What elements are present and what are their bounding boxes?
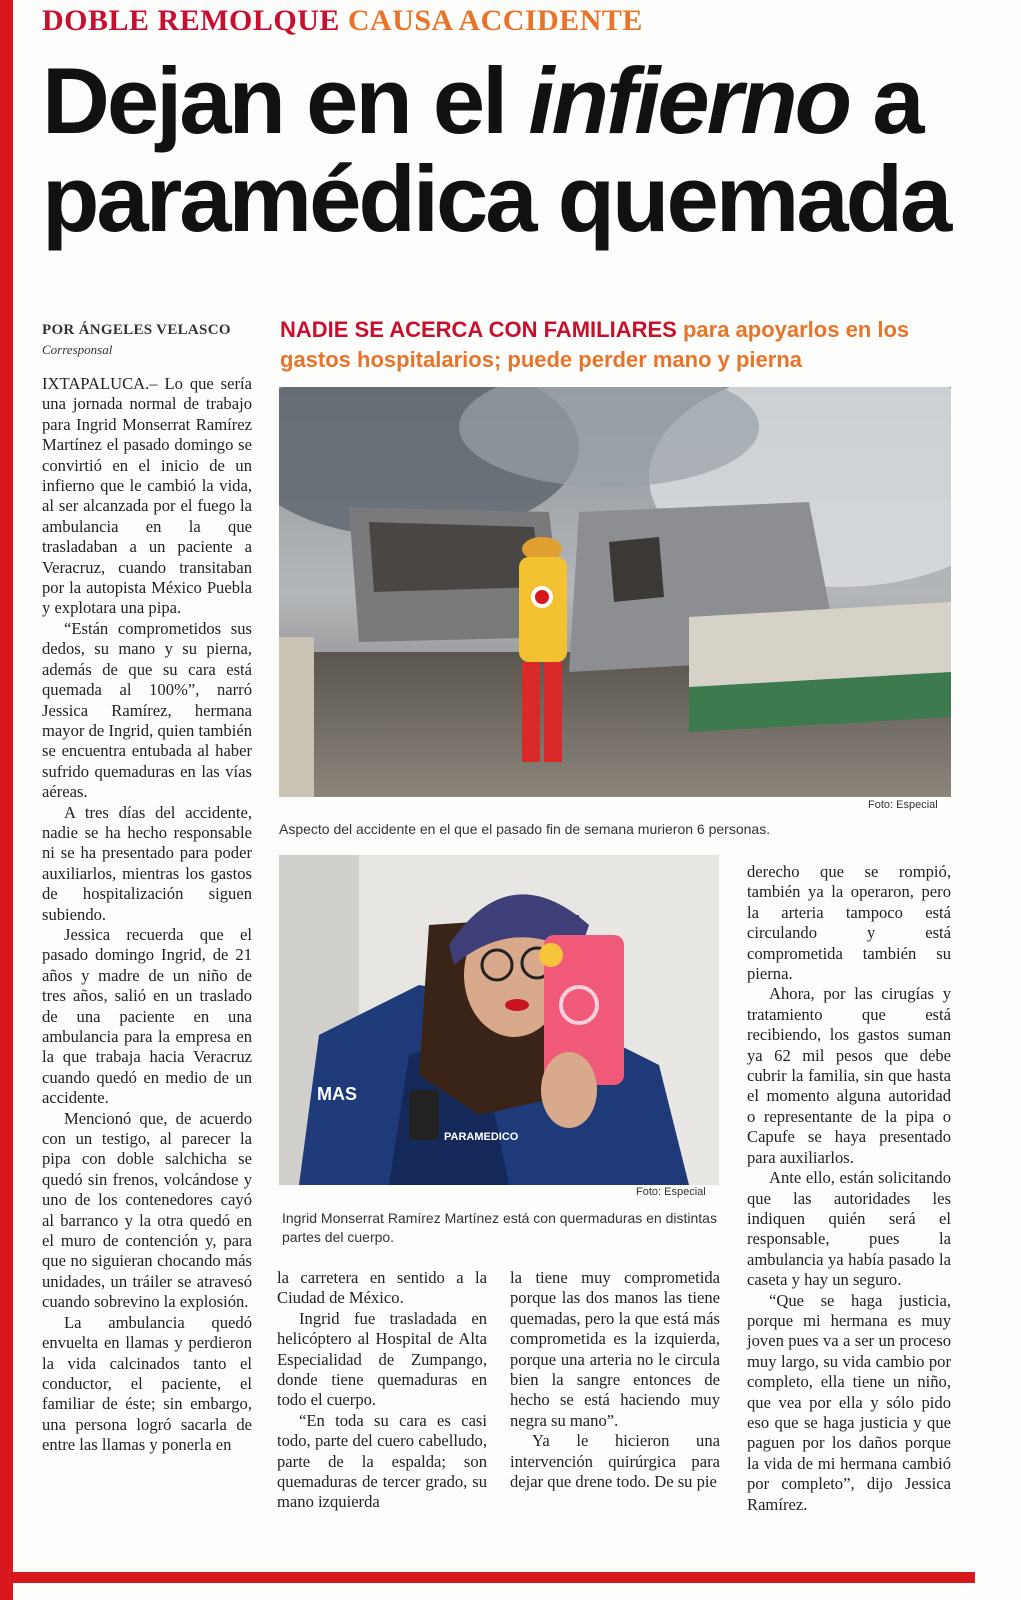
paragraph: derecho que se rompió, también ya la operaron, pero la arteria tampoco está circulando y está comprometida también su pierna. (747, 862, 951, 984)
paragraph: “Están comprometidos sus dedos, su mano y su pierna, además de que su cara está quemada al 100%”, narró Jessica Ramírez, hermana mayor de Ingrid, quien también se encuentra entubada al haber sufrido quemaduras en las vías aéreas. (42, 618, 252, 802)
paragraph: la tiene muy comprometida porque las dos manos las tiene quemadas, pero la que está más comprometida es la izquierda, porque una arteria no le circula bien la sangre entonces de hecho se está haciendo muy negra su mano”. (510, 1268, 720, 1430)
photo1-caption: Aspecto del accidente en el que el pasado fin de semana murieron 6 personas. (279, 821, 771, 837)
accident-photo (279, 387, 951, 797)
headline-line2: paramédica quemada (42, 146, 950, 251)
photo2-credit: Foto: Especial (636, 1186, 706, 1198)
paragraph: Ante ello, están solicitando que las autoridades les indiquen quién será el responsable, pues la ambulancia ya había pasado la caseta y hay un seguro. (747, 1168, 951, 1290)
paragraph: La ambulancia quedó envuelta en llamas y perdieron la vida calcinados tanto el conductor, el paciente, el familiar de éste; sin embargo, una persona logró sacarla de entre las llamas y ponerla en (42, 1312, 252, 1455)
byline-role: Corresponsal (42, 342, 113, 357)
headline-italic-word: infierno (528, 48, 850, 153)
kicker-part-2: CAUSA ACCIDENTE (347, 4, 643, 37)
paragraph: Ya le hicieron una intervención quirúrgica para dejar que drene todo. De su pie (510, 1431, 720, 1492)
body-column-4 (747, 862, 951, 1515)
jacket-text-2: PARAMEDICO (444, 1131, 519, 1143)
left-accent-bar (0, 0, 13, 1600)
headline-line1-pre: Dejan en el (42, 48, 529, 153)
paramedic-photo-illustration (279, 855, 719, 1185)
body-column-1 (42, 374, 252, 1456)
deck-highlight: NADIE SE ACERCA CON FAMILIARES (280, 317, 677, 342)
paragraph: “Que se haga justicia, porque mi hermana es muy joven pues va a ser un proceso muy largo, su vida cambio por completo, ella tiene un niño, que vea por ella y sólo pido eso que se haga justicia y que paguen por los daños porque la vida de mi hermana cambió por completo”, dijo Jessica Ramírez. (747, 1290, 951, 1514)
headline-line1-post: a (849, 48, 922, 153)
paragraph: “En toda su cara es casi todo, parte del cuero cabelludo, parte de la espalda; son quemaduras de tercer grado, su mano izquierda (277, 1410, 487, 1512)
paragraph: IXTAPALUCA.– Lo que sería una jornada normal de trabajo para Ingrid Monserrat Ramírez Martínez el pasado domingo se convirtió en el inicio de un infierno que le cambió la vida, al ser alcanzada por el fuego la ambulancia en la que trasladaban a un paciente a Veracruz, cuando transitaban por la autopista México Puebla y explotara una pipa. (42, 374, 252, 618)
kicker-part-1: DOBLE REMOLQUE (42, 4, 340, 37)
body-column-2 (277, 1268, 487, 1513)
accident-photo-illustration (279, 387, 951, 797)
bottom-accent-bar (0, 1572, 975, 1583)
paragraph: la carretera en sentido a la Ciudad de México. (277, 1268, 487, 1308)
photo2-caption: Ingrid Monserrat Ramírez Martínez está con quermaduras en distintas partes del cuerpo. (282, 1210, 717, 1245)
jacket-text-1: MAS (317, 1084, 357, 1104)
paragraph: A tres días del accidente, nadie se ha hecho responsable ni se ha presentado para poder auxiliarlos, mientras los gastos de hospitalización siguen subiendo. (42, 802, 252, 924)
deck-rest: para apoyarlos en los gastos hospitalarios; puede perder mano y pierna (280, 317, 910, 372)
body-column-3 (510, 1268, 720, 1492)
headline (42, 48, 1002, 251)
paragraph: Ahora, por las cirugías y tratamiento que está recibiendo, los gastos suman ya 62 mil pesos que debe cubrir la familia, sin que hasta el momento alguna autoridad o representante de la pipa o Capufe se haya presentado para auxiliarlos. (747, 984, 951, 1167)
paramedic-photo (279, 855, 719, 1185)
byline-author: POR ÁNGELES VELASCO (42, 322, 231, 338)
kicker (42, 4, 643, 38)
photo1-credit: Foto: Especial (868, 799, 938, 811)
paragraph: Ingrid fue trasladada en helicóptero al Hospital de Alta Especialidad de Zumpango, donde tiene quemaduras en todo el cuerpo. (277, 1308, 487, 1410)
deck (280, 315, 980, 375)
paragraph: Mencionó que, de acuerdo con un testigo, al parecer la pipa con doble salchicha se quedó sin frenos, volcándose y uno de los contenedores cayó al barranco y la otra quedó en el muro de contención y, para que no siguieran chocando más unidades, un tráiler se atravesó cuando sobrevino la explosión. (42, 1108, 252, 1312)
paragraph: Jessica recuerda que el pasado domingo Ingrid, de 21 años y madre de un niño de tres años, salió en un traslado de una paciente en una ambulancia para la empresa en la que trabaja hacia Veracruz cuando quedó en medio de un accidente. (42, 924, 252, 1108)
